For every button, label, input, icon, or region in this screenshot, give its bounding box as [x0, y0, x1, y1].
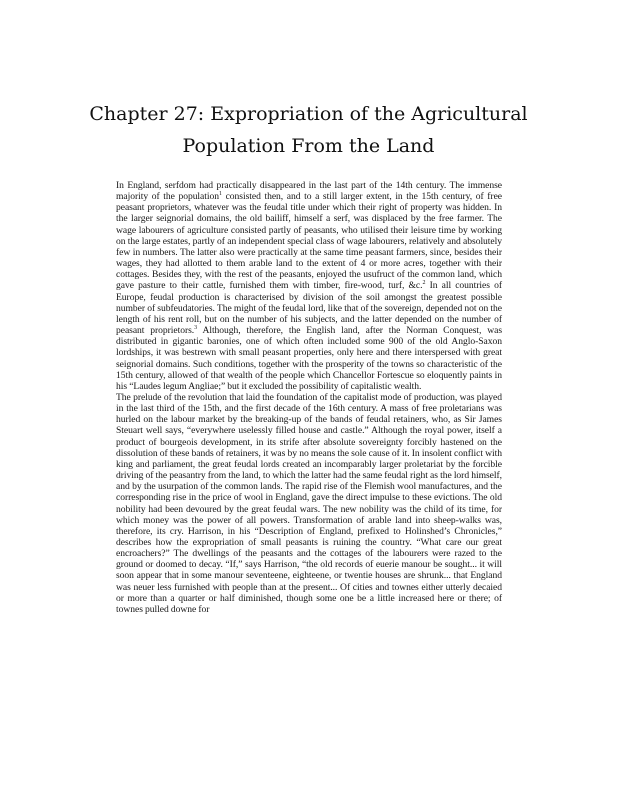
paragraph-1-text-a: In England, serfdom had practically disappeared in the last part of the 14th century. The immense majority of the population — [116, 180, 502, 203]
paragraph-1-text-c: In all countries of Europe, feudal production is characterised by division of the soil amongst the greatest possible number of subfeudatories. The might of the feudal lord, like that of the sovereign, depended not on the length of his rent roll, but on the number of his subjects, and the latter depended on the number of peasant proprietors. — [116, 280, 502, 337]
paragraph-prelude: The prelude of the revolution that laid the foundation of the capitalist mode of production, was played in the last third of the 15th, and the first decade of the 16th century. A mass of free proletarians was hurled on the labour market by the breaking-up of the bands of feudal retainers, who, as Sir James Steuart well says, “everywhere uselessly filled house and castle.” Although the royal power, itself a product of bourgeois development, in its strife after absolute sovereignty forcibly hastened on the dissolution of these bands of retainers, it was by no means the sole cause of it. In insolent conflict with king and parliament, the great feudal lords created an incomparably larger proletariat by the forcible driving of the peasantry from the land, to which the latter had the same feudal right as the lord himself, and by the usurpation of the common lands. The rapid rise of the Flemish wool manufactures, and the corresponding rise in the price of wool in England, gave the direct impulse to these evictions. The old nobility had been devoured by the great feudal wars. The new nobility was the child of its time, for which money was the power of all powers. Transformation of arable land into sheep-walks was, therefore, its cry. Harrison, in his “Description of England, prefixed to Holinshed’s Chronicles,” describes how the expropriation of small peasants is ruining the country. “What care our great encroachers?” The dwellings of the peasants and the cottages of the labourers were razed to the ground or doomed to decay. “If,” says Harrison, “the old records of euerie manour be sought... it will soon appear that in some manour seventeene, eighteene, or twentie houses are shrunk... that England was neuer less furnished with people than at the present... Of cities and townes either utterly decaied or more than a quarter or half diminished, though some one be a little increased here or there; of townes pulled downe for — [116, 391, 502, 615]
body-text — [116, 180, 502, 615]
footnote-ref-2: 2 — [422, 280, 426, 287]
footnote-ref-1: 1 — [219, 191, 222, 198]
footnote-ref-3: 3 — [194, 325, 198, 332]
paragraph-serfdom — [116, 180, 502, 392]
chapter-title — [60, 98, 557, 162]
paragraph-1-text-b: consisted then, and to a still larger extent, in the 15th century, of free peasant proprietors, whatever was the feudal title under which their right of property was hidden. In the larger seignorial domains, the old bailiff, himself a serf, was displaced by the free farmer. The wage labourers of agriculture consisted partly of peasants, who utilised their leisure time by working on the large estates, partly of an independent special class of wage labourers, relatively and absolutely few in numbers. The latter also were practically at the same time peasant farmers, since, besides their wages, they had allotted to them arable land to the extent of 4 or more acres, together with their cottages. Besides they, with the rest of the peasants, enjoyed the usufruct of the common land, which gave pasture to their cattle, furnished them with timber, fire-wood, turf, &c. — [116, 191, 502, 292]
paragraph-1-text-d: Although, therefore, the English land, after the Norman Conquest, was distributed in gigantic baronies, one of which often included some 900 of the old Anglo-Saxon lordships, it was bestrewn with small peasant properties, only here and there interspersed with great seignorial domains. Such conditions, together with the prosperity of the towns so characteristic of the 15th century, allowed of that wealth of the people which Chancellor Fortescue so eloquently paints in his “Laudes legum Angliae;” but it excluded the possibility of capitalistic wealth. — [116, 325, 502, 392]
chapter-title-line-1: Chapter 27: Expropriation of the Agricultural — [89, 103, 528, 125]
chapter-title-line-2: Population From the Land — [182, 135, 435, 157]
